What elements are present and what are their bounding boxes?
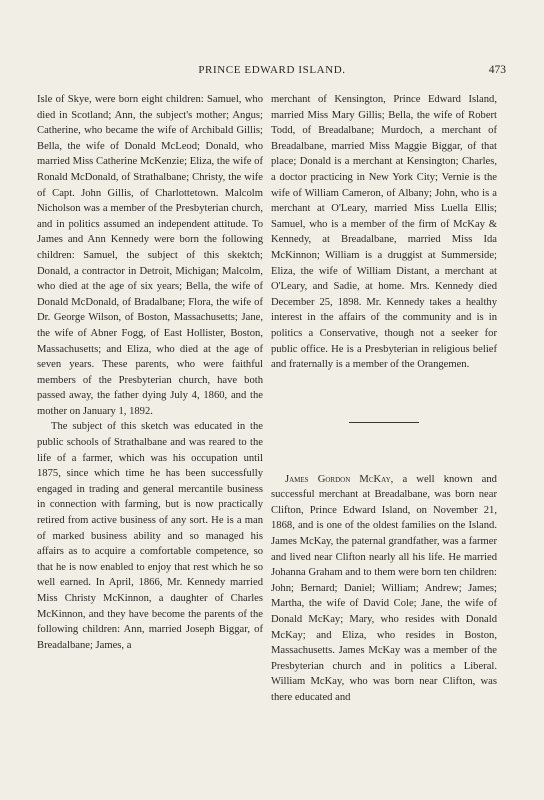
paragraph-body: a well known and successful merchant at Breadalbane, was born near Clifton, Prince Edward Island, on November 21, 1868, and is one of the oldest families on the Island. James McKay, the paternal grandfather, was a farmer and lived near Clifton nearly all his life. He married Johanna Graham and to them were born ten children: John; Bernard; Daniel; William; Andrew; James; Martha, the wife of David Cole; Jane, the wife of Donald McKay; Mary, who resides with Donald McKay; and Eliza, who resides in Boston, Massachusetts. James McKay was a member of the Presbyterian church and in politics a Liberal. William McKay, who was born near Clifton, was there educated and bbox=[271, 473, 497, 703]
left-column bbox=[37, 92, 263, 653]
paragraph: Isle of Skye, were born eight children: Samuel, who died in Scotland; Ann, the subject's mother; Angus; Catherine, who became the wife of Archibald Gillis; Bella, the wife of Donald McLeod; Donald, who married Miss Catherine McKenzie; Eliza, the wife of Ronald McDonald, of Strathalbane; Christy, the wife of Capt. John Gillis, of Charlottetown. Malcolm Nicholson was a member of the Presbyterian church, and in politics assumed an independent attitude. To James and Ann Kennedy were born the following children: Samuel, the subject of this skektch; Donald, a contractor in Detroit, Michigan; Malcolm, who died at the age of six years; Bella, the wife of Donald McDonald, of Bradalbane; Flora, the wife of Dr. George Wilson, of Boston, Massachusetts; Jane, the wife of Abner Fogg, of East Hollister, Boston, Massachusetts; and Eliza, who died at the age of seven years. These parents, who were faithful members of the Presbyterian church, have both passed away, the father dying July 4, 1860, and the mother on January 1, 1892. bbox=[37, 94, 263, 417]
paragraph: merchant of Kensington, Prince Edward Island, married Miss Mary Gillis; Bella, the wife of Robert Todd, of Breadalbane; Murdoch, a merchant of Breadalbane, married Miss Maggie Biggar, of that place; Donald is a merchant at Kensington; Charles, a doctor practicing in New York City; Vernie is the wife of William Cameron, of Albany; John, who is a merchant at O'Leary, married Miss Luella Ellis; Samuel, who is a member of the firm of McKay & Kennedy, at Breadalbane, married Miss Ida McKinnon; William is a druggist at Summerside; Eliza, the wife of William Distant, a merchant at O'Leary, and Sadie, at home. Mrs. Kennedy died December 25, 1898. Mr. Kennedy takes a healthy interest in the affairs of the community and is in politics a Conservative, though not a seeker for public office. He is a Presbyterian in religious belief and fraternally is a member of the Orangemen. bbox=[271, 94, 497, 371]
page-number: 473 bbox=[488, 64, 506, 76]
right-column bbox=[271, 92, 497, 706]
paragraph: The subject of this sketch was educated in the public schools of Strathalbane and was reared to the life of a farmer, which was his occupation until 1875, since which time he has been successfully engaged in trading and general mercantile business in connection with farming, but is now practically retired from active business of any sort. He is a man of marked business ability and so managed his affairs as to acquire a comfortable competence, so that he is now enabled to enjoy that rest which he so well earned. In April, 1866, Mr. Kennedy married Miss Christy McKinnon, a daughter of Charles McKinnon, and they have become the parents of the following children: Ann, married Joseph Biggar, of Breadalbane; James, a bbox=[37, 421, 263, 651]
running-head: PRINCE EDWARD ISLAND. bbox=[198, 64, 346, 76]
section-divider bbox=[349, 422, 419, 423]
page-header bbox=[0, 64, 544, 80]
paragraph-james-gordon-mckay bbox=[271, 472, 497, 706]
section-name: James Gordon McKay, bbox=[285, 473, 394, 485]
